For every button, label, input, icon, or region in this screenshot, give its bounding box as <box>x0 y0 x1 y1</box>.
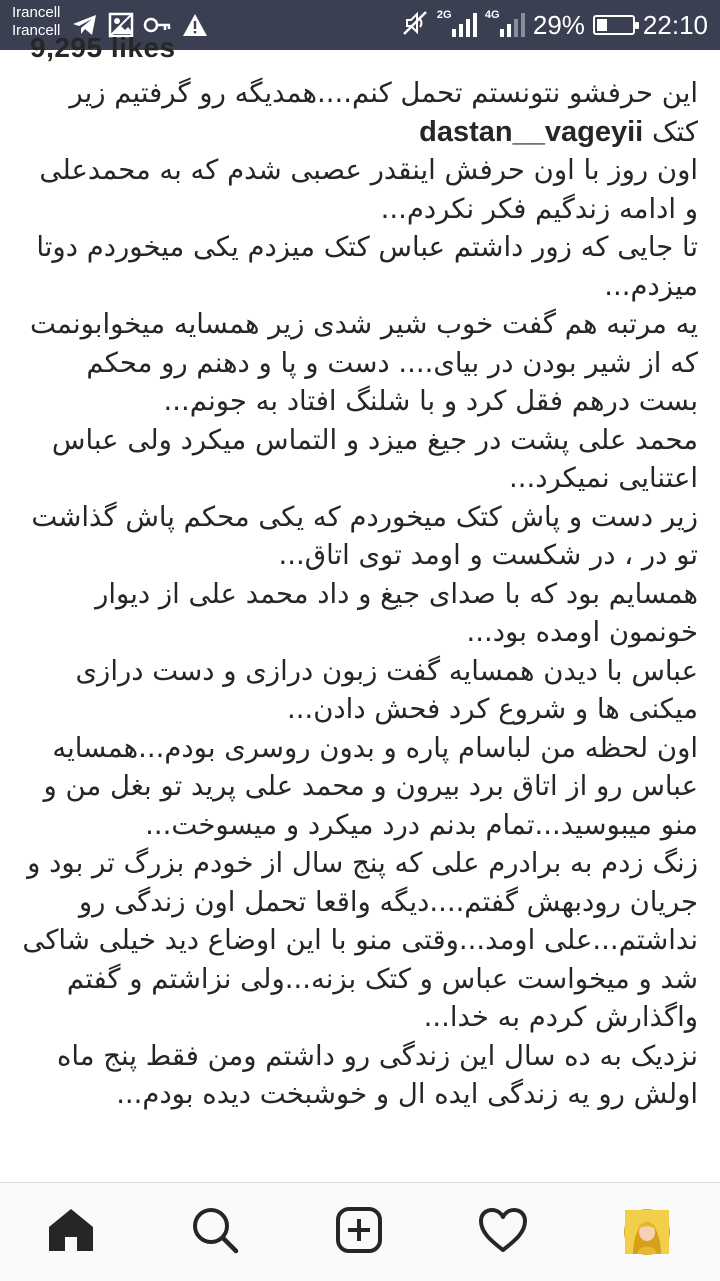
battery-level <box>597 19 607 31</box>
post-content[interactable] <box>0 32 720 1182</box>
home-icon <box>47 1207 95 1257</box>
caption-paragraph: تا جایی که زور داشتم عباس کتک میزدم یکی میخوردم دوتا میزدم... <box>36 231 698 302</box>
carrier-2: Irancell <box>12 22 61 39</box>
caption-paragraph: زیر دست و پاش کتک میخوردم که یکی محکم پاش گذاشت تو در ، در شکست و اومد توی اتاق... <box>31 500 698 571</box>
system-indicators <box>401 8 708 42</box>
likes-count[interactable]: 9,295 likes <box>30 32 176 63</box>
home-tab[interactable] <box>46 1207 96 1257</box>
carrier-1: Irancell <box>12 4 61 21</box>
signal-icon-sim2 <box>485 11 525 39</box>
network-type-2: 4G <box>484 9 500 21</box>
profile-tab[interactable] <box>622 1207 672 1257</box>
caption-paragraph: اون روز با اون حرفش اینقدر عصبی شدم که به محمدعلی و ادامه زندگیم فکر نکردم... <box>39 154 698 225</box>
caption-first-paragraph <box>22 74 698 151</box>
caption-paragraph: اون لحظه من لباسام پاره و بدون روسری بودم...همسایه عباس رو از اتاق برد بیرون و محمد علی پرید تو بغل من و منو میبوسید...تمام بدنم درد میکرد و میسوخت... <box>43 731 698 841</box>
caption-paragraph: عباس با دیدن همسایه گفت زبون درازی و دست درازی میکنی ها و شروع کرد فحش دادن... <box>75 654 698 725</box>
mute-icon <box>401 9 429 42</box>
profile-avatar <box>624 1209 670 1255</box>
caption-paragraph: یه مرتبه هم گفت خوب شیر شدی زیر همسایه میخوابونمت که از شیر بودن در بیای.... دست و پا و دهنم رو محکم بست درهم فقل کرد و با شلنگ افتاد به جونم... <box>30 308 698 417</box>
signal-icon-sim1 <box>437 11 477 39</box>
search-tab[interactable] <box>190 1207 240 1257</box>
username-link[interactable]: dastan__vageyii <box>419 115 644 148</box>
add-post-icon <box>335 1206 383 1258</box>
clock: 22:10 <box>642 10 708 40</box>
caption-text-first: این حرفشو نتونستم تحمل کنم....همدیگه رو گرفتیم زیر کتک <box>69 77 698 148</box>
new-post-tab[interactable] <box>334 1207 384 1257</box>
bottom-navigation <box>0 1182 720 1281</box>
activity-tab[interactable] <box>478 1207 528 1257</box>
caption-paragraph: محمد علی پشت در جیغ میزد و التماس میکرد ولی عباس اعتنایی نمیکرد... <box>51 423 698 494</box>
battery-percent: 29% <box>532 10 585 40</box>
warning-icon <box>182 13 208 41</box>
heart-icon <box>478 1207 528 1257</box>
search-icon <box>191 1206 239 1258</box>
caption-paragraph: همسایم بود که با صدای جیغ و داد محمد علی از دیوار خونمون اومده بود... <box>95 577 698 648</box>
battery-icon <box>593 15 635 35</box>
post-caption <box>22 74 698 1114</box>
caption-paragraph: زنگ زدم به برادرم علی که پنج سال از خودم بزرگ تر بود و جریان رودبهش گفتم....دیگه واقعا تحمل اون زندگی رو نداشتم...علی اومد...وقتی منو با این اوضاع دید خیلی شاکی شد و میخواست عباس و کتک بزنه...ولی نزاشتم و گفتم واگذارش کردم به خدا... <box>22 847 698 1033</box>
network-type-1: 2G <box>436 9 452 21</box>
caption-paragraph: نزدیک به ده سال این زندگی رو داشتم ومن فقط پنج ماه اولش رو یه زندگی ایده ال و خوشبخت دیده بودم... <box>57 1039 698 1110</box>
